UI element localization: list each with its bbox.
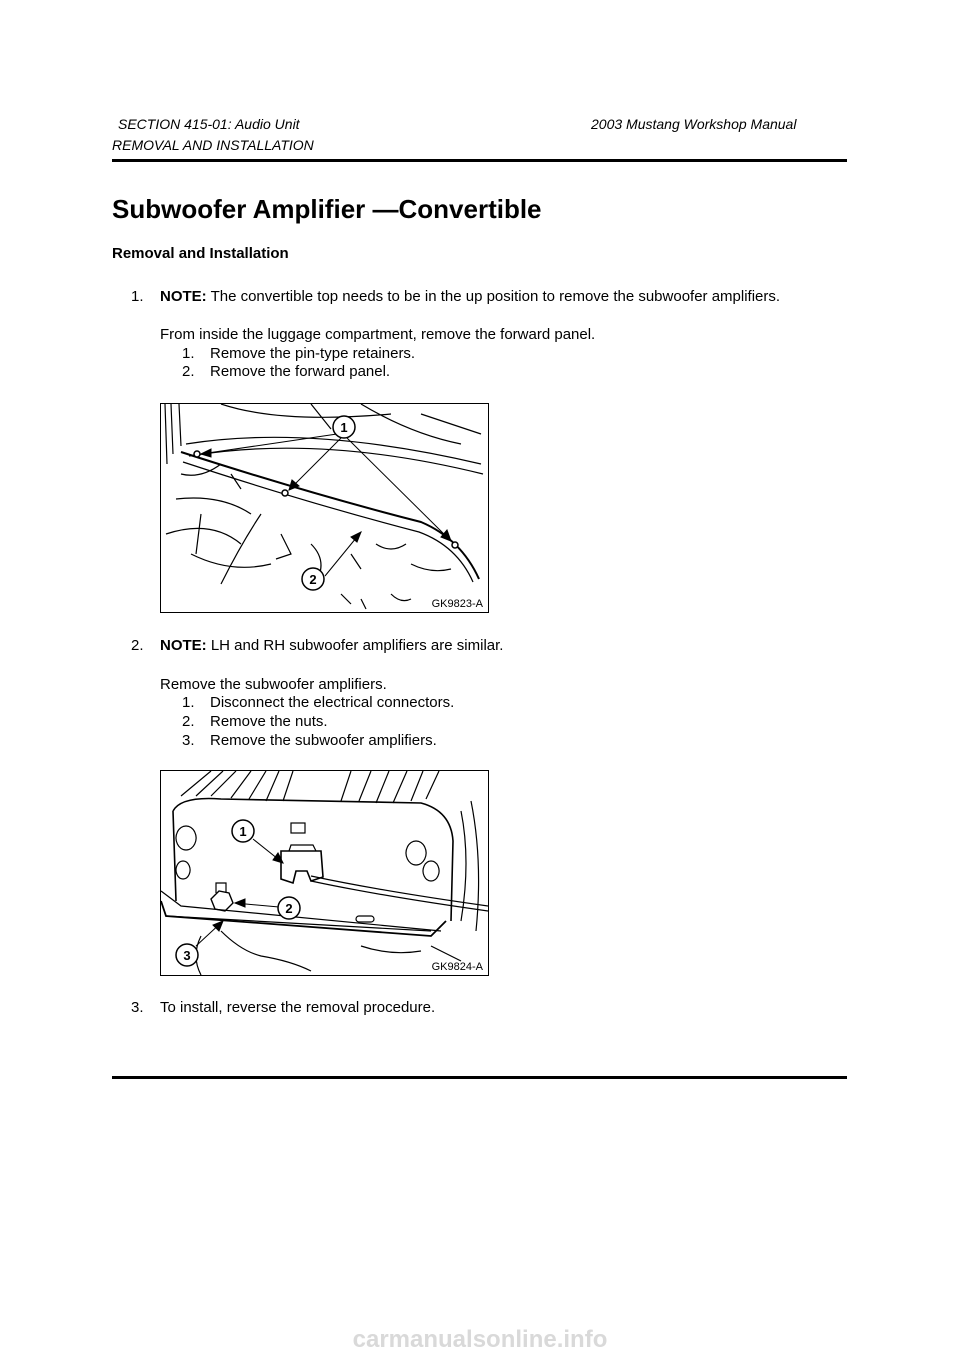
step-2-substep-1-number: 1.: [182, 694, 195, 711]
figure-subwoofer-amplifier: [160, 770, 489, 976]
figure-id-label: GK9823-A: [431, 598, 483, 610]
step-2-note: [160, 637, 503, 654]
step-1-substep-1-number: 1.: [182, 345, 195, 362]
step-2-substep-1-text: Disconnect the electrical connectors.: [210, 694, 455, 711]
header-rule: [112, 159, 847, 162]
step-2-note-text: LH and RH subwoofer amplifiers are similar.: [206, 637, 504, 654]
step-1-substep-1-text: Remove the pin-type retainers.: [210, 345, 416, 362]
retainer-right: [452, 542, 458, 548]
step-1-note-text: The convertible top needs to be in the up position to remove the subwoofer amplifiers.: [206, 288, 781, 305]
section-subheading: Removal and Installation: [112, 245, 289, 262]
callout-3-label: 3: [183, 948, 191, 963]
step-2-note-label: NOTE:: [160, 637, 207, 654]
step-1-instruction: From inside the luggage compartment, remove the forward panel.: [160, 326, 596, 343]
step-2-substep-2-number: 2.: [182, 713, 195, 730]
subwoofer-amplifier-illustration: [161, 771, 488, 975]
callout-1-label: 1: [239, 824, 247, 839]
watermark: carmanualsonline.info: [352, 1326, 608, 1353]
step-1-substep-2-text: Remove the forward panel.: [210, 363, 391, 380]
footer-rule: [112, 1076, 847, 1079]
step-1-substep-2-number: 2.: [182, 363, 195, 380]
forward-panel-illustration: [161, 404, 488, 612]
callout-1-label: 1: [340, 420, 348, 435]
step-3-number: 3.: [131, 999, 144, 1016]
callout-2-label: 2: [285, 901, 293, 916]
step-1-number: 1.: [131, 288, 144, 305]
header-manual-title: 2003 Mustang Workshop Manual: [591, 116, 797, 132]
step-2-number: 2.: [131, 637, 144, 654]
step-2-substep-3-text: Remove the subwoofer amplifiers.: [210, 732, 437, 749]
step-1-note-label: NOTE:: [160, 288, 207, 305]
step-2-instruction: Remove the subwoofer amplifiers.: [160, 676, 387, 693]
retainer-left: [194, 451, 200, 457]
page-title: Subwoofer Amplifier —Convertible: [112, 194, 542, 224]
step-2-substep-3-number: 3.: [182, 732, 195, 749]
retainer-middle: [282, 490, 288, 496]
step-1-note: [160, 288, 780, 305]
step-2-substep-2-text: Remove the nuts.: [210, 713, 328, 730]
figure-forward-panel: [160, 403, 489, 613]
figure-id-label: GK9824-A: [431, 961, 483, 973]
step-3-text: To install, reverse the removal procedure.: [160, 999, 436, 1016]
header-subsection: REMOVAL AND INSTALLATION: [112, 137, 314, 153]
header-section: SECTION 415-01: Audio Unit: [118, 116, 300, 132]
callout-2-label: 2: [309, 572, 317, 587]
